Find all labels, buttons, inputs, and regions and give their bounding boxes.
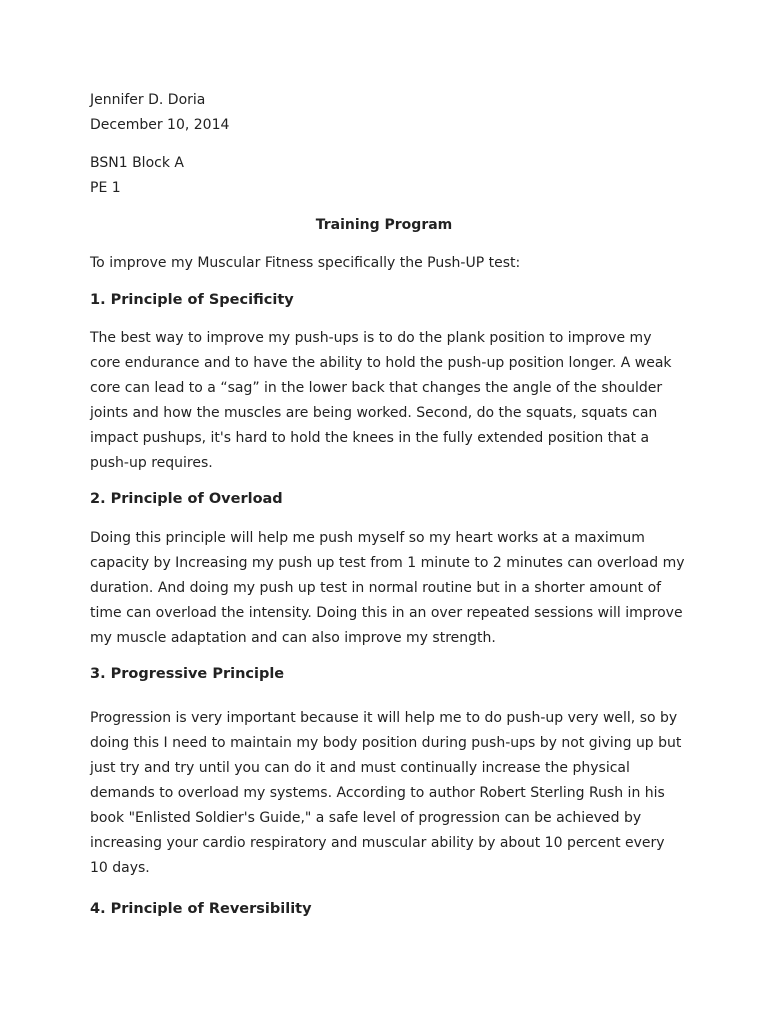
section-heading-reversibility: 4. Principle of Reversibility	[90, 901, 312, 917]
paragraph-line: time can overload the intensity. Doing this in an over repeated sessions will improve	[90, 605, 683, 621]
paragraph-line: book "Enlisted Soldier's Guide," a safe level of progression can be achieved by	[90, 810, 642, 826]
paragraph-line: doing this I need to maintain my body position during push-ups by not giving up but	[90, 735, 682, 751]
paragraph-line: my muscle adaptation and can also improve my strength.	[90, 630, 496, 646]
paragraph-line: The best way to improve my push-ups is to do the plank position to improve my	[90, 330, 652, 346]
paragraph-line: capacity by Increasing my push up test from 1 minute to 2 minutes can overload my	[90, 555, 685, 571]
paragraph-line: Doing this principle will help me push myself so my heart works at a maximum	[90, 530, 645, 546]
section-heading-overload: 2. Principle of Overload	[90, 491, 283, 507]
section-body-specificity	[90, 326, 690, 476]
course-name: PE 1	[90, 180, 121, 196]
paragraph-line: impact pushups, it's hard to hold the knees in the fully extended position that a	[90, 430, 650, 446]
paragraph-line: joints and how the muscles are being worked. Second, do the squats, squats can	[90, 405, 658, 421]
intro-text: To improve my Muscular Fitness specifically the Push-UP test:	[90, 255, 521, 271]
section-body-overload	[90, 526, 690, 651]
paragraph-line: demands to overload my systems. According to author Robert Sterling Rush in his	[90, 785, 665, 801]
paragraph-line: Progression is very important because it will help me to do push-up very well, so by	[90, 710, 678, 726]
paragraph-line: 10 days.	[90, 860, 150, 876]
document-date: December 10, 2014	[90, 117, 230, 133]
document-title: Training Program	[315, 217, 453, 233]
paragraph-line: push-up requires.	[90, 455, 213, 471]
author-name: Jennifer D. Doria	[90, 92, 206, 108]
section-body-progressive	[90, 706, 690, 881]
paragraph-line: increasing your cardio respiratory and muscular ability by about 10 percent every	[90, 835, 665, 851]
paragraph-line: core endurance and to have the ability to hold the push-up position longer. A weak	[90, 355, 672, 371]
class-block: BSN1 Block A	[90, 155, 184, 171]
section-heading-specificity: 1. Principle of Specificity	[90, 292, 294, 308]
paragraph-line: duration. And doing my push up test in normal routine but in a shorter amount of	[90, 580, 662, 596]
paragraph-line: core can lead to a “sag” in the lower back that changes the angle of the shoulder	[90, 380, 663, 396]
section-heading-progressive: 3. Progressive Principle	[90, 666, 285, 682]
paragraph-line: just try and try until you can do it and must continually increase the physical	[90, 760, 630, 776]
